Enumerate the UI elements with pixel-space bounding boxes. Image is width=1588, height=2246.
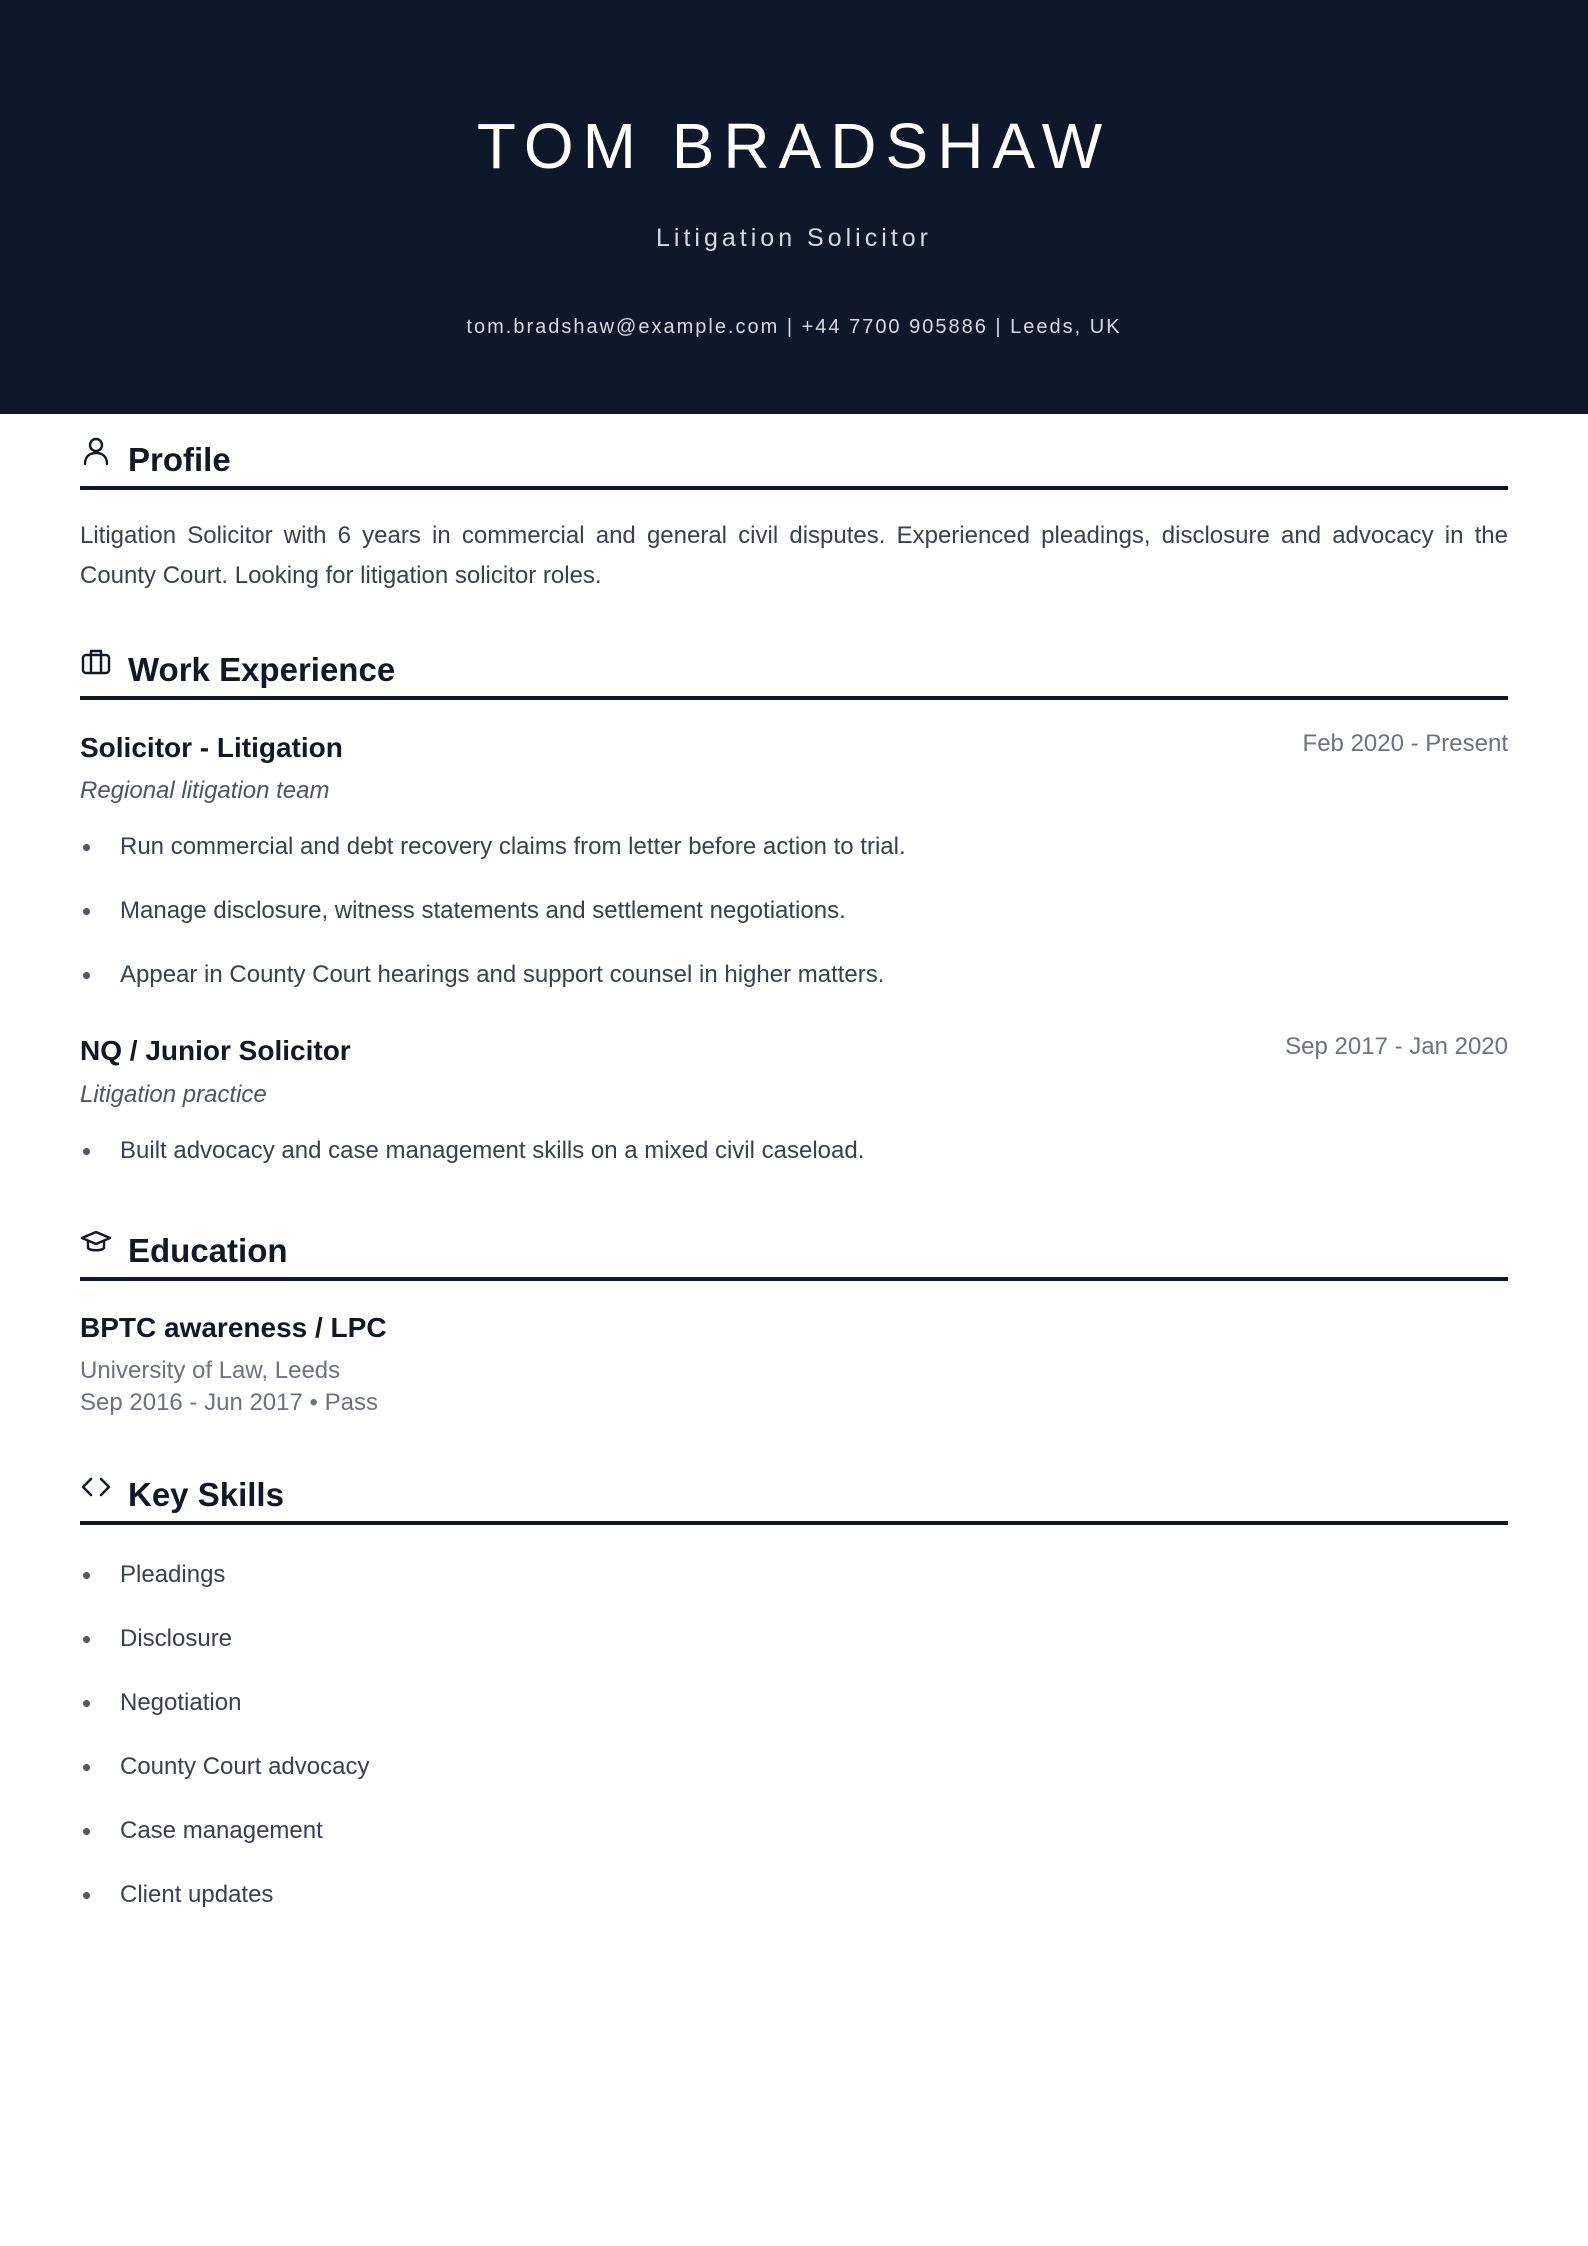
graduation-cap-icon [80,1227,112,1259]
education-institution: University of Law, Leeds [80,1357,341,1384]
bullet-text: Run commercial and debt recovery claims from letter before action to trial. [120,833,906,860]
bullet-text: Built advocacy and case management skills on a mixed civil caseload. [120,1137,865,1164]
bullet-dot [83,908,90,915]
candidate-title: Litigation Solicitor [656,224,932,252]
job-title: Solicitor - Litigation [80,732,343,763]
bullet-dot [83,972,90,979]
bullet-dot [83,844,90,851]
candidate-name: TOM BRADSHAW [476,110,1112,182]
job-dates: Sep 2017 - Jan 2020 [1285,1033,1508,1060]
bullet-dot [83,1892,90,1899]
job-title: NQ / Junior Solicitor [80,1035,351,1066]
bullet-dot [83,1764,90,1771]
job-dates: Feb 2020 - Present [1302,730,1508,757]
skill-text: Negotiation [120,1689,242,1716]
education-section-header [80,1227,1508,1281]
bullet-text: Manage disclosure, witness statements and settlement negotiations. [120,897,846,924]
skills-section-header [80,1471,1508,1525]
code-icon [80,1471,112,1503]
person-icon [80,436,112,468]
briefcase-icon [80,646,112,678]
bullet-dot [83,1148,90,1155]
bullet-dot [83,1700,90,1707]
profile-summary: Litigation Solicitor with 6 years in commercial and general civil disputes. Experienced pleadings, disclosure and advocacy in the County Court. Looking for litigation solicitor roles. [80,522,1508,589]
skill-text: Client updates [120,1881,274,1908]
skill-text: Disclosure [120,1625,233,1652]
skill-text: County Court advocacy [120,1753,370,1780]
bullet-dot [83,1828,90,1835]
job-organization: Regional litigation team [80,777,330,804]
experience-heading: Work Experience [128,651,396,688]
bullet-dot [83,1572,90,1579]
job-organization: Litigation practice [80,1081,267,1108]
skill-text: Case management [120,1817,323,1844]
education-details: Sep 2016 - Jun 2017 • Pass [80,1389,378,1416]
education-degree: BPTC awareness / LPC [80,1312,387,1343]
bullet-dot [83,1636,90,1643]
bullet-text: Appear in County Court hearings and support counsel in higher matters. [120,961,885,988]
profile-section-header [80,436,1508,490]
profile-heading: Profile [128,441,231,478]
resume-header [0,0,1588,414]
skill-text: Pleadings [120,1561,226,1588]
experience-section-header [80,646,1508,700]
contact-line: tom.bradshaw@example.com | +44 7700 905886 | Leeds, UK [466,316,1122,338]
skills-heading: Key Skills [128,1476,284,1513]
education-heading: Education [128,1232,288,1269]
